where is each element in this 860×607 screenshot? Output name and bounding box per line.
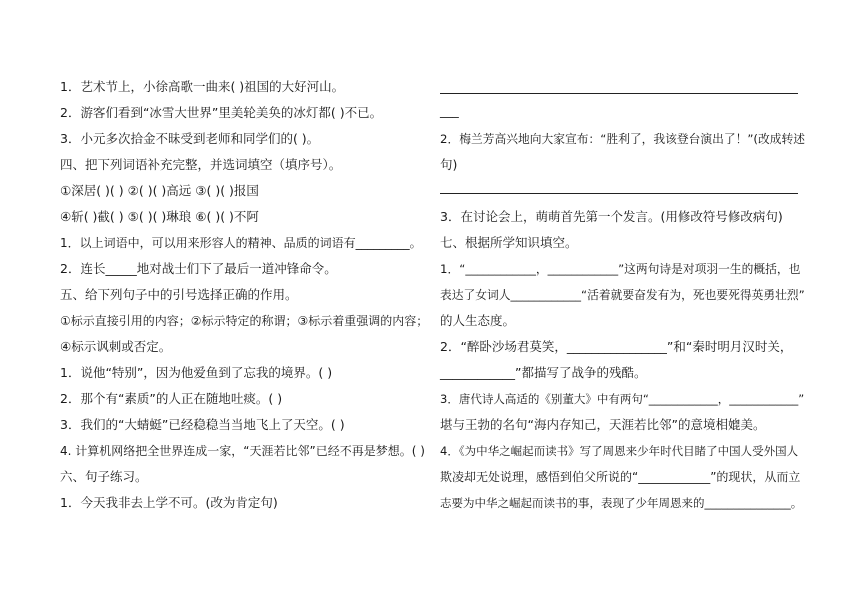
question-line: 表达了女词人____________“活着就要奋发有为，死也要死得英勇壮烈” — [440, 288, 805, 302]
question-line: 2．那个有“素质”的人正在随地吐痰。( ) — [60, 391, 283, 406]
question-line: 句) — [440, 157, 458, 172]
question-line: 2．连长_____地对战士们下了最后一道冲锋命令。 — [60, 261, 337, 276]
question-line: 2．梅兰芳高兴地向大家宣布：“胜利了，我该登台演出了！”(改成转述 — [440, 132, 805, 146]
question-line: 欺凌却无处说理，感悟到伯父所说的“____________”的现状，从而立 — [440, 470, 801, 484]
question-line: 1．今天我非去上学不可。(改为肯定句) — [60, 495, 278, 510]
question-line: 1．说他“特别”，因为他爱鱼到了忘我的境界。( ) — [60, 365, 333, 380]
word-row: ④斩( )截( ) ⑤( )( )琳琅 ⑥( )( )不阿 — [60, 209, 259, 224]
question-line: 3．唐代诗人高适的《别董大》中有两句“____________，____________” — [440, 392, 805, 406]
question-line: 1．“____________，____________”这两句诗是对项羽一生的概括，也 — [440, 262, 801, 276]
question-line: 的人生态度。 — [440, 313, 516, 328]
question-line: 2．游客们看到“冰雪大世界”里美轮美奂的冰灯都( )不已。 — [60, 105, 383, 120]
section-heading: 五、给下列句子中的引号选择正确的作用。 — [60, 287, 298, 302]
option-line: ④标示讽刺或否定。 — [60, 339, 172, 354]
section-heading: 四、把下列词语补充完整，并选词填空（填序号）。 — [60, 157, 342, 172]
question-line: 3．小元多次拾金不昧受到老师和同学们的( )。 — [60, 131, 320, 146]
answer-rule — [440, 193, 798, 194]
question-line: 4．《为中华之崛起而读书》写了周恩来少年时代目睹了中国人受外国人 — [440, 444, 799, 458]
answer-rule — [440, 93, 798, 94]
question-line: 1．以上词语中，可以用来形容人的精神、品质的词语有_________。 — [60, 236, 422, 250]
question-line: 3．我们的“大蜻蜓”已经稳稳当当地飞上了天空。( ) — [60, 417, 345, 432]
question-line: 4. 计算机网络把全世界连成一家，“天涯若比邻”已经不再是梦想。( ) — [60, 444, 425, 458]
option-line: ①标示直接引用的内容；②标示特定的称谓；③标示着重强调的内容； — [60, 314, 429, 328]
word-row: ①深居( )( ) ②( )( )高远 ③( )( )报国 — [60, 183, 259, 198]
section-heading: 七、根据所学知识填空。 — [440, 235, 578, 250]
answer-tail: ___ — [440, 103, 459, 118]
question-line: 2．“醉卧沙场君莫笑，________________”和“秦时明月汉时关， — [440, 339, 793, 354]
question-line: 1．艺术节上，小徐高歌一曲来( )祖国的大好河山。 — [60, 79, 345, 94]
section-heading: 六、句子练习。 — [60, 469, 148, 484]
question-line: 志要为中华之崛起而读书的事，表现了少年周恩来的_______________。 — [440, 496, 803, 510]
question-line: 堪与王勃的名句“海内存知己，天涯若比邻”的意境相媲美。 — [440, 417, 766, 432]
question-line: ____________”都描写了战争的残酷。 — [440, 365, 647, 380]
question-line: 3．在讨论会上，萌萌首先第一个发言。(用修改符号修改病句) — [440, 209, 783, 224]
